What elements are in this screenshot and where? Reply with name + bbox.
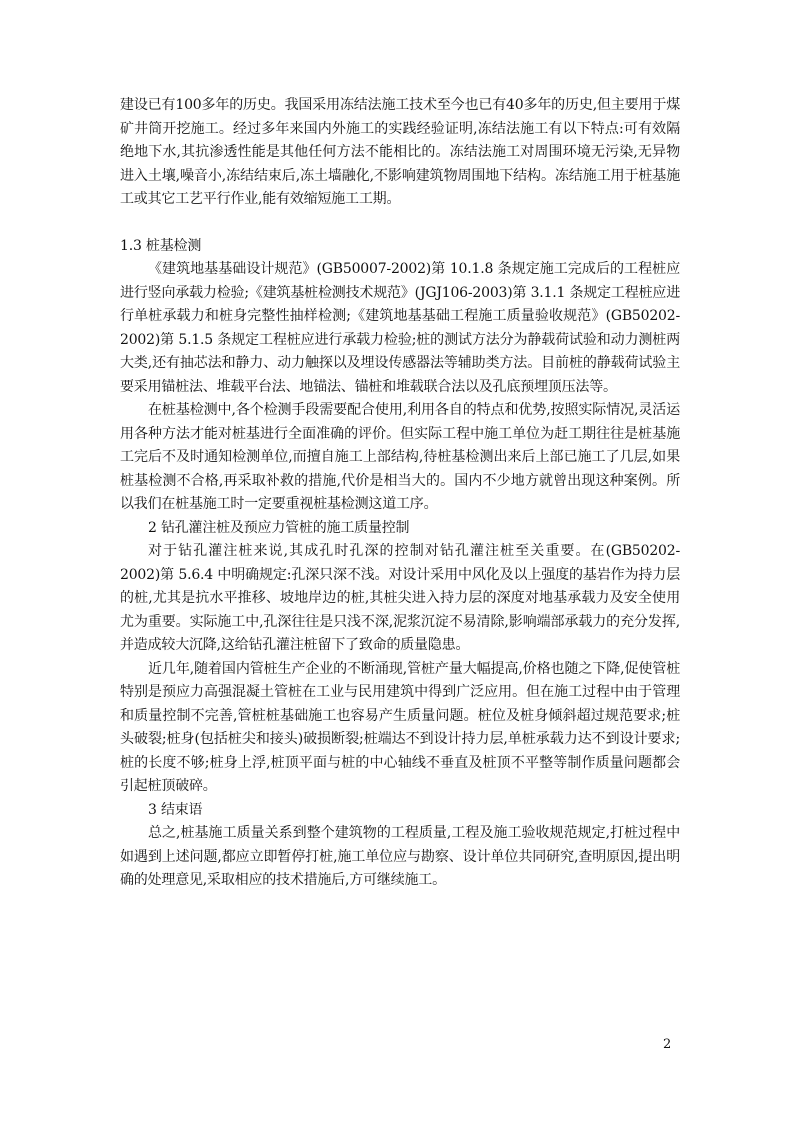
pile-testing-paragraph-2: 在桩基检测中,各个检测手段需要配合使用,利用各自的特点和优势,按照实际情况,灵活运用各种方法才能对桩基进行全面准确的评价。但实际工程中施工单位为赶工期往往是桩基施工完后不及时通知检测单位,而擅自施工上部结构,待桩基检测出来后上部已施工了几层,如果桩基检测不合格,再采取补救的措施,代价是相当大的。国内不少地方就曾出现这种案例。所以我们在桩基施工时一定要重视桩基检测这道工序。 — [120, 402, 680, 512]
section-heading-quality-control: 2 钻孔灌注桩及预应力管桩的施工质量控制 — [148, 519, 410, 536]
page-number: 2 — [663, 1037, 672, 1052]
section-heading-pile-testing: 1.3 桩基检测 — [120, 237, 202, 254]
section-heading-conclusion: 3 结束语 — [148, 801, 203, 818]
section-spacer — [120, 212, 680, 235]
intro-paragraph: 建设已有100多年的历史。我国采用冻结法施工技术至今也已有40多年的历史,但主要用于煤矿井筒开挖施工。经过多年来国内外施工的实践经验证明,冻结法施工有以下特点:可有效隔绝地下水,其抗渗透性能是其他任何方法不能相比的。冻结法施工对周围环境无污染,无异物进入土壤,噪音小,冻结结束后,冻土墙融化,不影响建筑物周围地下结构。冻结施工用于桩基施工或其它工艺平行作业,能有效缩短施工工期。 — [120, 97, 680, 207]
conclusion-paragraph: 总之,桩基施工质量关系到整个建筑物的工程质量,工程及施工验收规范规定,打桩过程中如遇到上述问题,都应立即暂停打桩,施工单位应与勘察、设计单位共同研究,查明原因,提出明确的处理意见,采取相应的技术措施后,方可继续施工。 — [120, 825, 680, 888]
pile-testing-paragraph-1: 《建筑地基基础设计规范》(GB50007-2002)第 10.1.8 条规定施工完成后的工程桩应进行竖向承载力检验;《建筑基桩检测技术规范》(JGJ106-2003)第 3.1.1 条规定工程桩应进行单桩承载力和桩身完整性抽样检测;《建筑地基基础工程施工质量验收规范》(GB50202-2002)第 5.1.5 条规定工程桩应进行承载力检验;桩的测试方法分为静载荷试验和动力测桩两大类,还有抽芯法和静力、动力触探以及埋设传感器法等辅助类方法。目前桩的静载荷试验主要采用锚桩法、堆载平台法、地锚法、锚桩和堆载联合法以及孔底预埋顶压法等。 — [120, 261, 680, 395]
quality-control-paragraph-2: 近几年,随着国内管桩生产企业的不断涌现,管桩产量大幅提高,价格也随之下降,促使管桩特别是预应力高强混凝土管桩在工业与民用建筑中得到广泛应用。但在施工过程中由于管理和质量控制不完善,管桩桩基础施工也容易产生质量问题。桩位及桩身倾斜超过规范要求;桩头破裂;桩身(包括桩尖和接头)破损断裂;桩端达不到设计持力层,单桩承载力达不到设计要求;桩的长度不够;桩身上浮,桩顶平面与桩的中心轴线不垂直及桩顶不平整等制作质量问题都会引起桩顶破碎。 — [120, 660, 680, 794]
document-body — [120, 94, 680, 893]
quality-control-paragraph-1: 对于钻孔灌注桩来说,其成孔时孔深的控制对钻孔灌注桩至关重要。在(GB50202-2002)第 5.6.4 中明确规定:孔深只深不浅。对设计采用中风化及以上强度的基岩作为持力层的桩,尤其是抗水平推移、坡地岸边的桩,其桩尖进入持力层的深度对地基承载力及安全使用尤为重要。实际施工中,孔深往往是只浅不深,泥浆沉淀不易清除,影响端部承载力的充分发挥,并造成较大沉降,这给钻孔灌注桩留下了致命的质量隐患。 — [120, 543, 680, 653]
